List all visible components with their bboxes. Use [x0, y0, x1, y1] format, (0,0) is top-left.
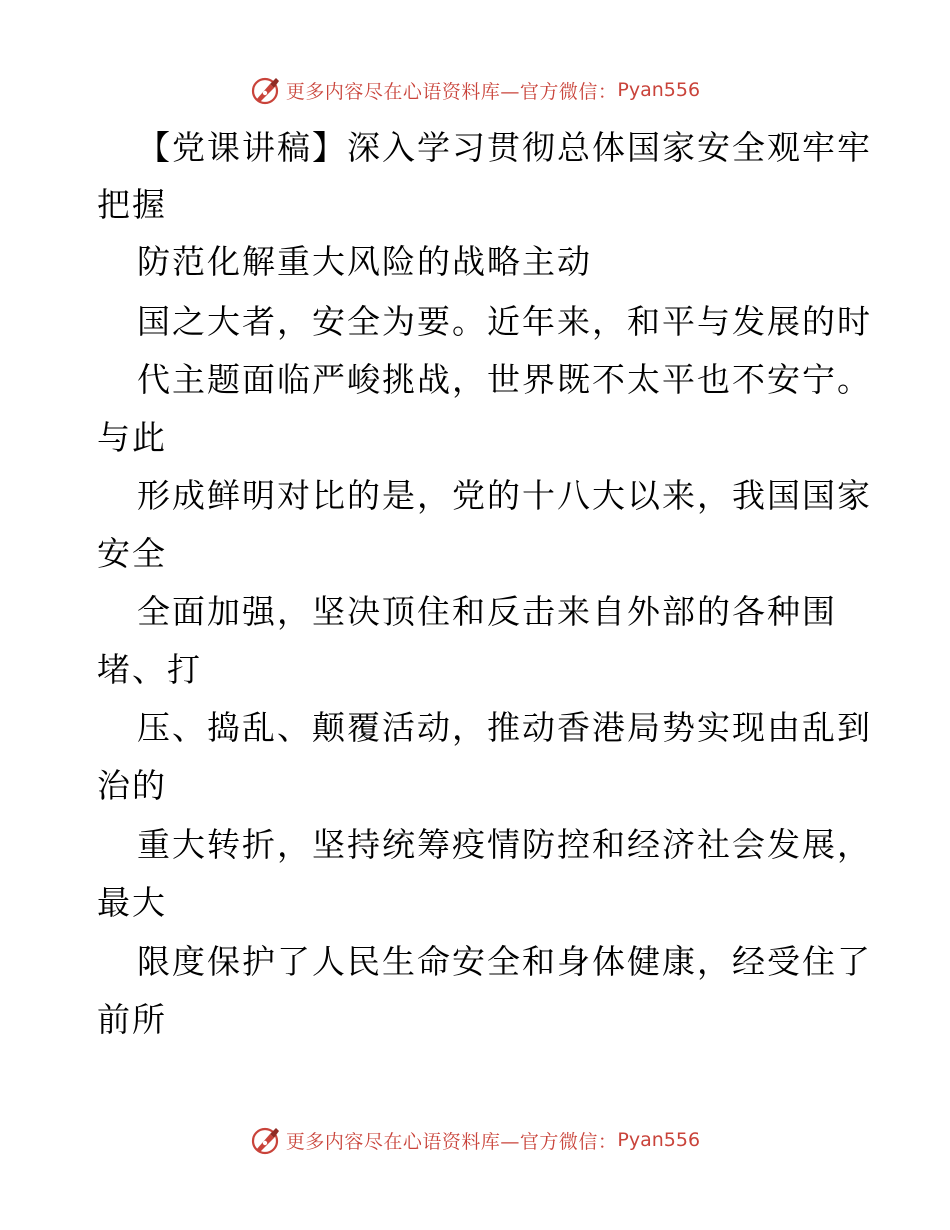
- text-line: 最大: [97, 883, 167, 922]
- text-line: 代主题面临严峻挑战，世界既不太平也不安宁。: [137, 360, 872, 399]
- text-line: 与此: [97, 418, 167, 457]
- title-line-2: 把握: [97, 185, 167, 224]
- text-line: 形成鲜明对比的是，党的十八大以来，我国国家: [137, 476, 872, 515]
- pen-logo-icon: [250, 1124, 282, 1156]
- text-line: 前所: [97, 1000, 167, 1039]
- pen-logo-icon: [250, 74, 282, 106]
- text-line: 压、捣乱、颠覆活动，推动香港局势实现由乱到: [137, 708, 872, 747]
- text-line: 重大转折，坚持统筹疫情防控和经济社会发展，: [137, 825, 872, 864]
- subtitle-line: 防范化解重大风险的战略主动: [137, 242, 592, 281]
- watermark-text: 更多内容尽在心语资料库—官方微信：: [285, 1130, 618, 1153]
- text-line: 全面加强，坚决顶住和反击来自外部的各种围: [137, 592, 837, 631]
- footer-watermark: [0, 1120, 950, 1160]
- text-line: 国之大者，安全为要。近年来，和平与发展的时: [137, 302, 872, 341]
- text-line: 堵、打: [97, 650, 202, 689]
- watermark-wechat-id: Pyan556: [617, 1129, 701, 1151]
- title-line-1: 【党课讲稿】深入学习贯彻总体国家安全观牢牢: [137, 128, 872, 167]
- header-watermark: [0, 70, 950, 110]
- text-line: 治的: [97, 766, 167, 805]
- text-line: 限度保护了人民生命安全和身体健康，经受住了: [137, 942, 872, 981]
- text-line: 安全: [97, 534, 167, 573]
- watermark-text: 更多内容尽在心语资料库—官方微信：: [285, 80, 618, 103]
- watermark-wechat-id: Pyan556: [617, 79, 701, 101]
